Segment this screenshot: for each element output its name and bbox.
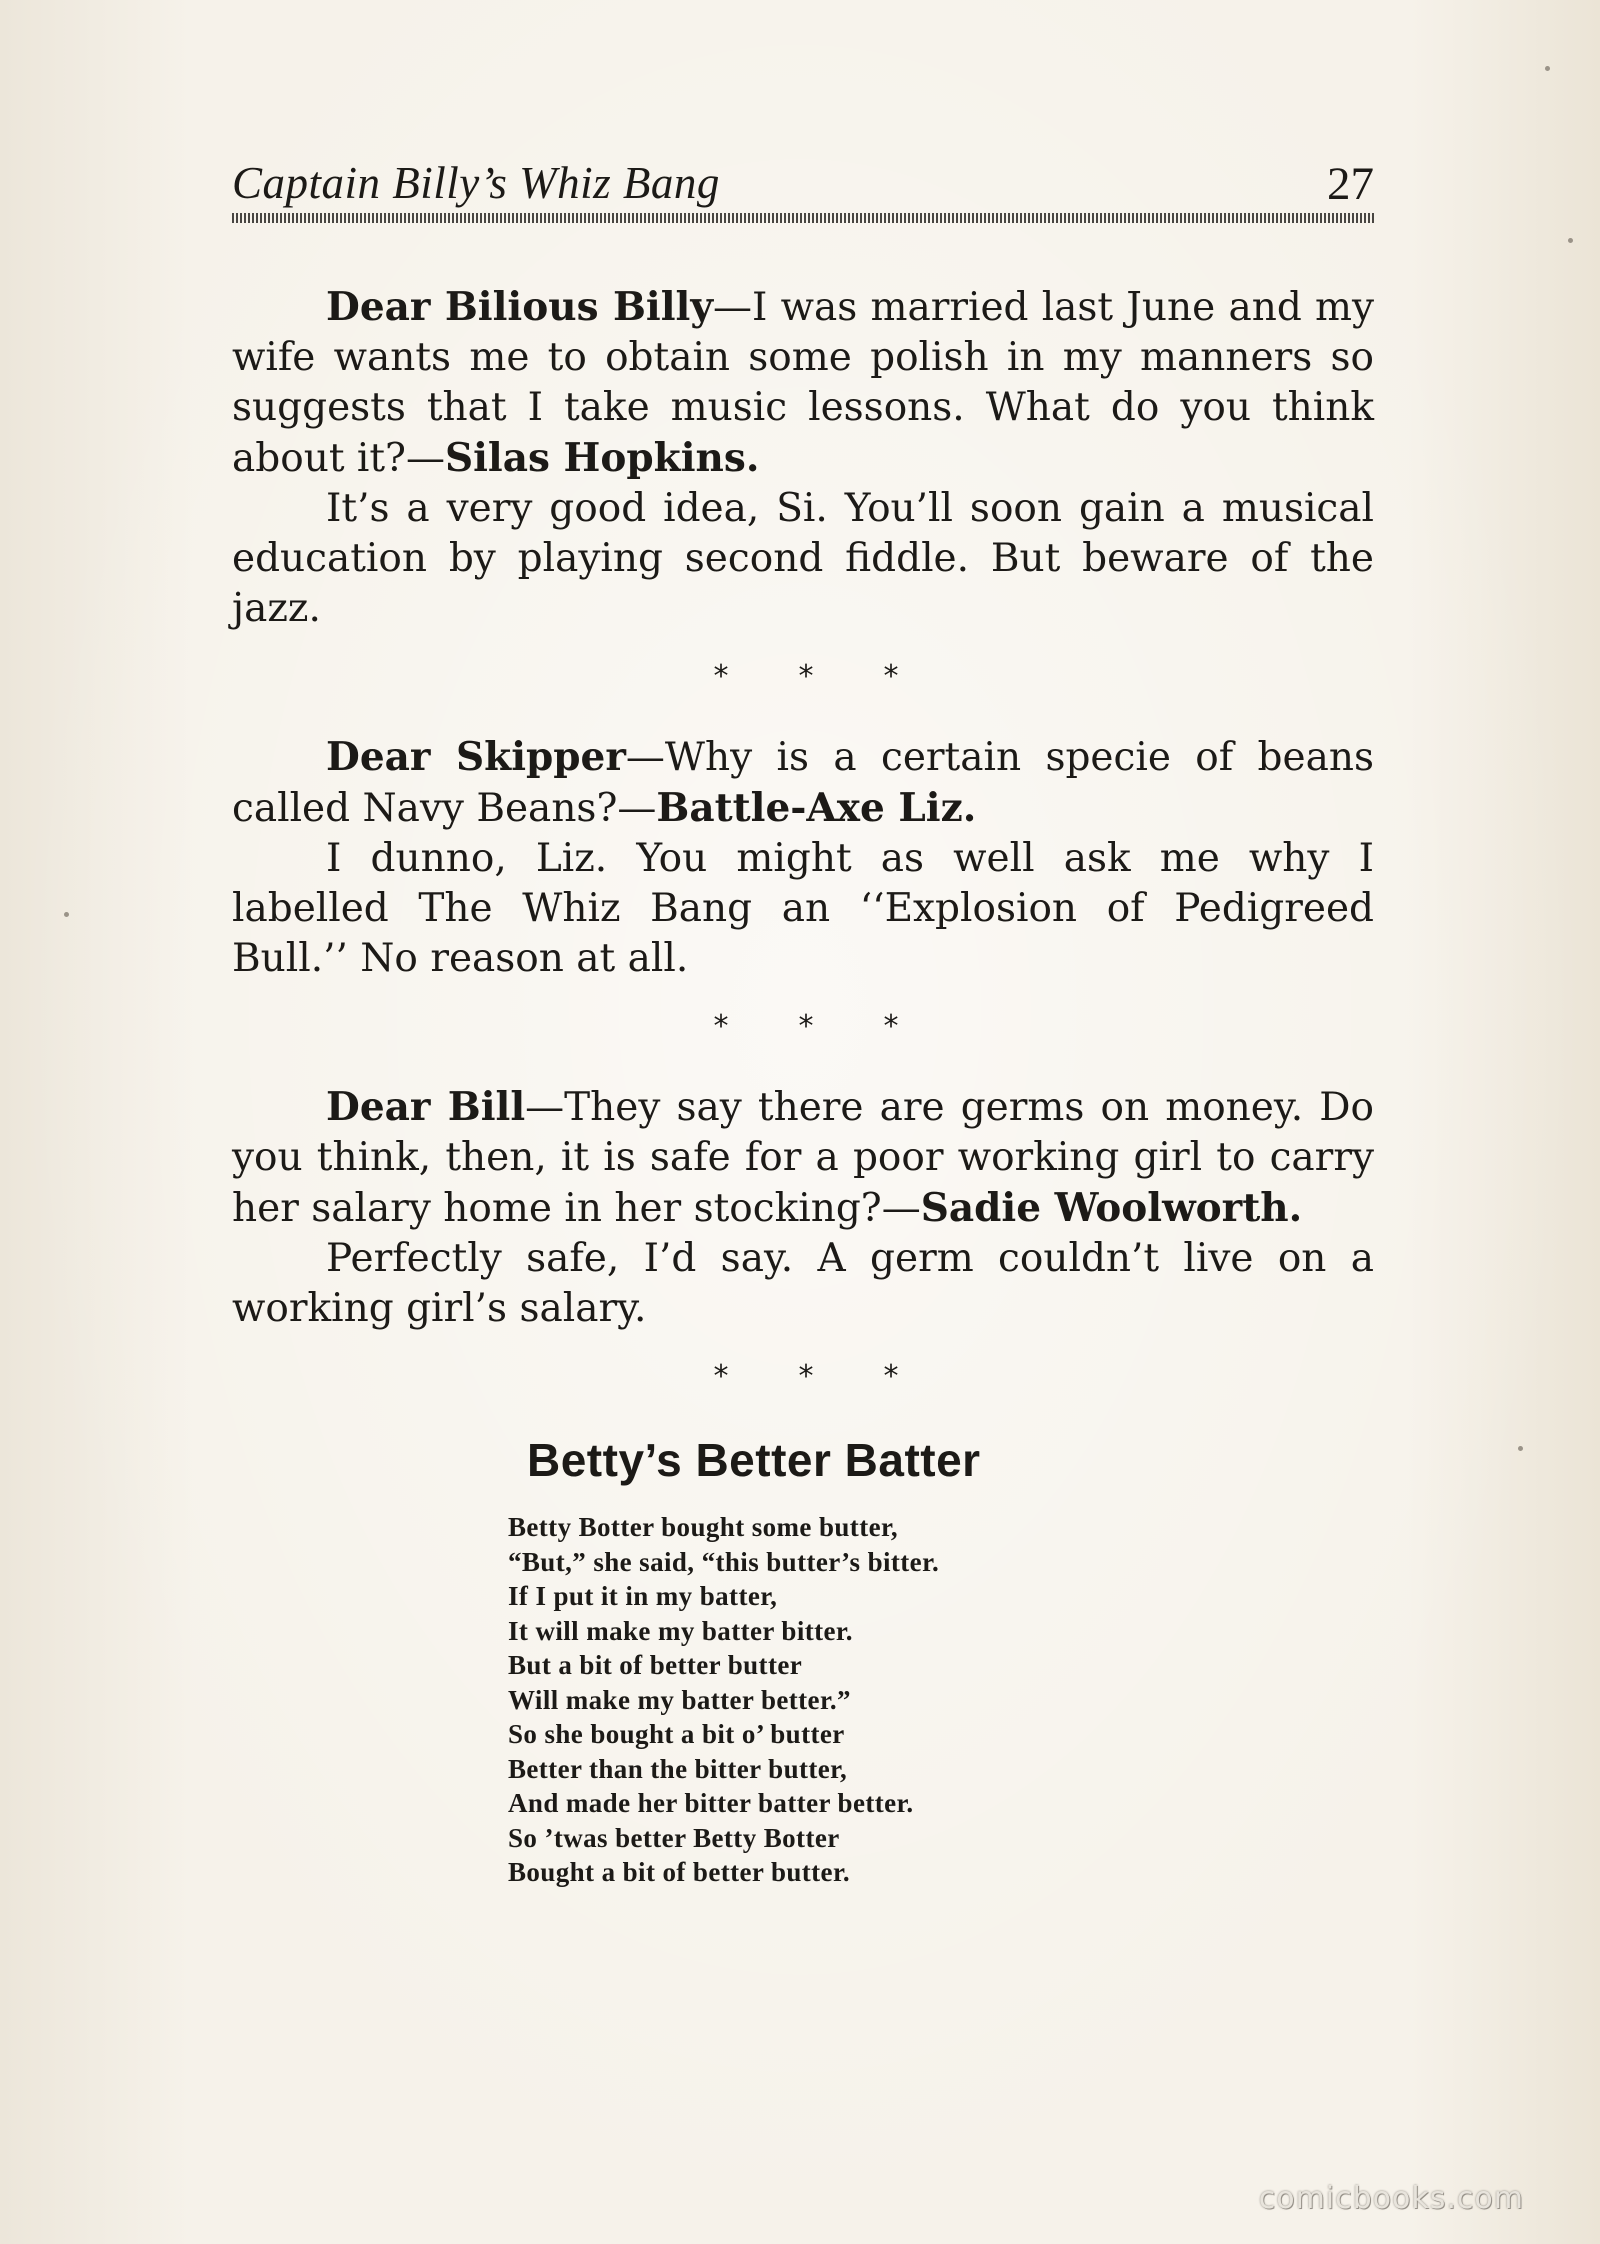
separator-star: * bbox=[883, 1009, 899, 1044]
letter-question-text: —They say there are germs on money. Do you think, then, it is safe for a poor working girl to carry her salary home in her stocking?— bbox=[232, 1085, 1374, 1231]
separator-star: * bbox=[798, 659, 814, 694]
letter-2 bbox=[232, 732, 1374, 984]
page-header bbox=[232, 155, 1374, 215]
separator-star: * bbox=[713, 1359, 729, 1394]
letter-question bbox=[232, 282, 1374, 484]
watermark: comicbooks.com bbox=[1258, 2181, 1524, 2216]
paper-speck bbox=[1568, 238, 1573, 243]
letter-answer: I dunno, Liz. You might as well ask me why I labelled The Whiz Bang an ‘‘Explosion of Pedigreed Bull.’’ No reason at all. bbox=[232, 836, 1374, 981]
paper-speck bbox=[1518, 1446, 1523, 1451]
letter-signature: Battle-Axe Liz. bbox=[656, 785, 977, 831]
poem-line: If I put it in my batter, bbox=[508, 1581, 778, 1611]
poem-title: Betty’s Better Batter bbox=[527, 1434, 981, 1486]
poem-line: “But,” she said, “this butter’s bitter. bbox=[508, 1546, 940, 1577]
section-separator bbox=[232, 1352, 1374, 1402]
poem bbox=[508, 1510, 939, 1890]
letter-salutation: Dear Bilious Billy bbox=[326, 284, 714, 330]
poem-line: And made her bitter batter better. bbox=[508, 1788, 914, 1818]
letter-question-text: —Why is a certain specie of beans called Navy Beans?— bbox=[232, 735, 1374, 831]
poem-line: Will make my batter better.” bbox=[508, 1684, 851, 1715]
section-separator bbox=[232, 652, 1374, 702]
separator-star: * bbox=[798, 1009, 814, 1044]
poem-line: Betty Botter bought some butter, bbox=[508, 1512, 899, 1542]
poem-line: It will make my batter bitter. bbox=[508, 1615, 853, 1646]
letter-3 bbox=[232, 1082, 1374, 1334]
separator-star: * bbox=[713, 1009, 729, 1044]
separator-star: * bbox=[798, 1359, 814, 1394]
poem-line: So she bought a bit o’ butter bbox=[508, 1719, 845, 1749]
separator-star: * bbox=[883, 659, 899, 694]
letter-1 bbox=[232, 282, 1374, 634]
letter-signature: Silas Hopkins. bbox=[444, 435, 760, 481]
letter-salutation: Dear Bill bbox=[326, 1084, 526, 1130]
separator-star: * bbox=[713, 659, 729, 694]
poem-line: Bought a bit of better butter. bbox=[508, 1857, 850, 1887]
letter-salutation: Dear Skipper bbox=[326, 734, 626, 780]
letter-question bbox=[232, 1082, 1374, 1234]
letter-answer: It’s a very good idea, Si. You’ll soon gain a musical education by playing second fiddle. But beware of the jazz. bbox=[232, 486, 1374, 631]
poem-line: Better than the bitter butter, bbox=[508, 1753, 848, 1784]
page-number: 27 bbox=[1327, 158, 1374, 210]
section-separator bbox=[232, 1002, 1374, 1052]
header-rule bbox=[232, 213, 1374, 223]
poem-line: But a bit of better butter bbox=[508, 1650, 803, 1680]
letters-column bbox=[232, 282, 1374, 1432]
separator-star: * bbox=[883, 1359, 899, 1394]
letter-signature: Sadie Woolworth. bbox=[920, 1185, 1303, 1231]
letter-question-text: —I was married last June and my wife wants me to obtain some polish in my manners so suggests that I take music lessons. What do you think about it?— bbox=[232, 285, 1374, 481]
letter-question bbox=[232, 732, 1374, 834]
letter-answer: Perfectly safe, I’d say. A germ couldn’t live on a working girl’s salary. bbox=[232, 1236, 1374, 1331]
poem-line: So ’twas better Betty Botter bbox=[508, 1822, 840, 1853]
paper-speck bbox=[64, 912, 69, 917]
running-title: Captain Billy’s Whiz Bang bbox=[232, 158, 720, 208]
paper-speck bbox=[1545, 66, 1550, 71]
